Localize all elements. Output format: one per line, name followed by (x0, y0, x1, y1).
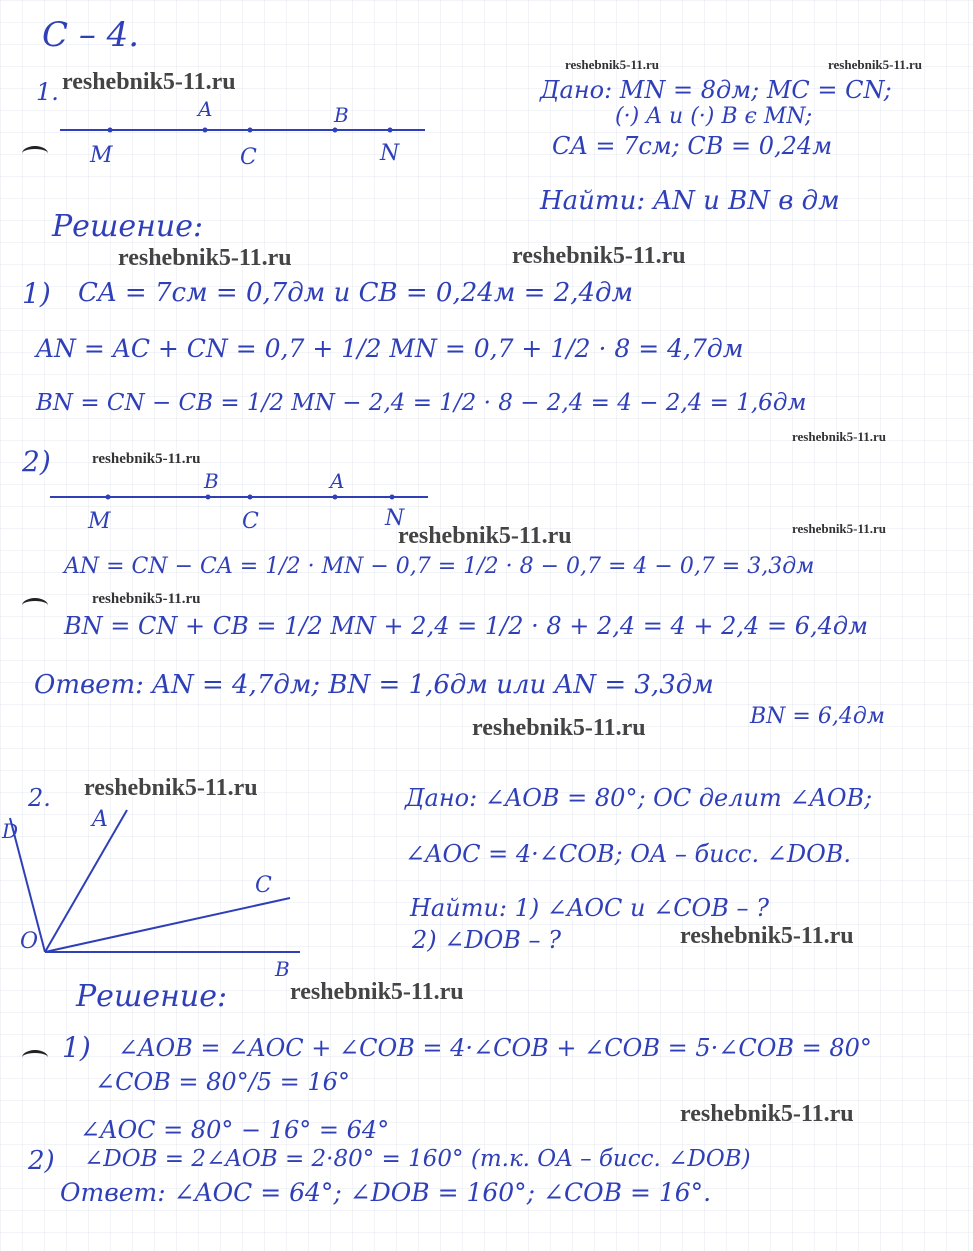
task2-step2-line1: ∠DOB = 2∠AOB = 2·80° = 160° (т.к. OA – бисс. ∠DOB) (84, 1146, 751, 1172)
task2-find2: 2) ∠DOB – ? (412, 926, 562, 954)
task2-given-line2: ∠AOC = 4·∠COB; OA – бисс. ∠DOB. (405, 840, 852, 868)
task1-answer-line1: Ответ: AN = 4,7дм; BN = 1,6дм или AN = 3,3дм (34, 670, 714, 700)
task2-given-line1: Дано: ∠AOB = 80°; OC делит ∠AOB; (405, 784, 873, 812)
watermark: reshebnik5-11.ru (84, 775, 258, 801)
fig2-label-b: B (204, 469, 219, 493)
watermark: reshebnik5-11.ru (290, 979, 464, 1005)
figure2-line (50, 495, 428, 500)
task1-given-line2: (·) A и (·) B є MN; (615, 104, 813, 129)
watermark: reshebnik5-11.ru (792, 521, 887, 536)
task1-solution-title: Решение: (52, 209, 204, 244)
fig2-label-n: N (385, 506, 405, 531)
fig1-label-c: C (240, 145, 257, 170)
fig1-label-m: M (90, 143, 113, 168)
angle-label-b: B (275, 957, 290, 981)
watermark: reshebnik5-11.ru (565, 57, 660, 72)
watermark: reshebnik5-11.ru (680, 923, 854, 949)
task1-given-line1: Дано: MN = 8дм; MC = CN; (540, 76, 892, 104)
task1-number: 1. (36, 78, 59, 106)
watermark: reshebnik5-11.ru (92, 591, 201, 607)
watermark: reshebnik5-11.ru (512, 243, 686, 269)
fig1-label-b: B (334, 103, 349, 127)
fig1-label-a: A (198, 97, 213, 121)
task2-step1-line3: ∠AOC = 80° − 16° = 64° (80, 1116, 390, 1144)
task2-number: 2. (28, 784, 51, 812)
watermark: reshebnik5-11.ru (118, 245, 292, 271)
task2-step1-line2: ∠COB = 80°/5 = 16° (95, 1068, 350, 1096)
task1-find: Найти: AN и BN в дм (540, 186, 840, 216)
task2-solution-title: Решение: (76, 979, 228, 1014)
task2-step2-number: 2) (28, 1146, 55, 1176)
fig2-label-a: A (330, 469, 345, 493)
task1-step2-line2: BN = CN + CB = 1/2 MN + 2,4 = 1/2 · 8 + 2,4 = 4 + 2,4 = 6,4дм (64, 612, 868, 640)
angle-label-o: O (20, 929, 39, 954)
task1-given-line3: CA = 7см; CB = 0,24м (552, 132, 833, 160)
watermark: reshebnik5-11.ru (472, 715, 646, 741)
page-header: С – 4. (42, 15, 140, 55)
watermark: reshebnik5-11.ru (680, 1101, 854, 1127)
fig2-label-c: C (242, 509, 259, 534)
task2-answer: Ответ: ∠AOC = 64°; ∠DOB = 160°; ∠COB = 16°. (60, 1178, 712, 1207)
task2-find: Найти: 1) ∠AOC и ∠COB – ? (410, 894, 769, 922)
fig1-label-n: N (380, 141, 400, 166)
watermark: reshebnik5-11.ru (828, 57, 923, 72)
task1-step1-line1: CA = 7см = 0,7дм и CB = 0,24м = 2,4дм (78, 278, 634, 308)
fig2-label-m: M (88, 509, 111, 534)
task1-step2-number: 2) (22, 445, 51, 478)
task1-step1-line3: BN = CN − CB = 1/2 MN − 2,4 = 1/2 · 8 − 2,4 = 4 − 2,4 = 1,6дм (36, 390, 807, 416)
watermark: reshebnik5-11.ru (62, 69, 236, 95)
task1-step2-line1: AN = CN − CA = 1/2 · MN − 0,7 = 1/2 · 8 − 0,7 = 4 − 0,7 = 3,3дм (64, 554, 815, 579)
task1-answer-line2: BN = 6,4дм (750, 704, 886, 729)
task1-step1-number: 1) (22, 277, 51, 310)
watermark: reshebnik5-11.ru (792, 429, 887, 444)
task1-step1-line2: AN = AC + CN = 0,7 + 1/2 MN = 0,7 + 1/2 · 8 = 4,7дм (36, 334, 744, 363)
task2-step1-line1: ∠AOB = ∠AOC + ∠COB = 4·∠COB + ∠COB = 5·∠COB = 80° (118, 1034, 872, 1062)
watermark: reshebnik5-11.ru (92, 451, 201, 467)
angle-label-d: D (2, 819, 19, 843)
angle-label-c: C (255, 873, 272, 898)
watermark: reshebnik5-11.ru (398, 523, 572, 549)
task2-step1-number: 1) (62, 1031, 91, 1064)
angle-label-a: A (92, 807, 108, 832)
figure1-line (60, 128, 425, 133)
